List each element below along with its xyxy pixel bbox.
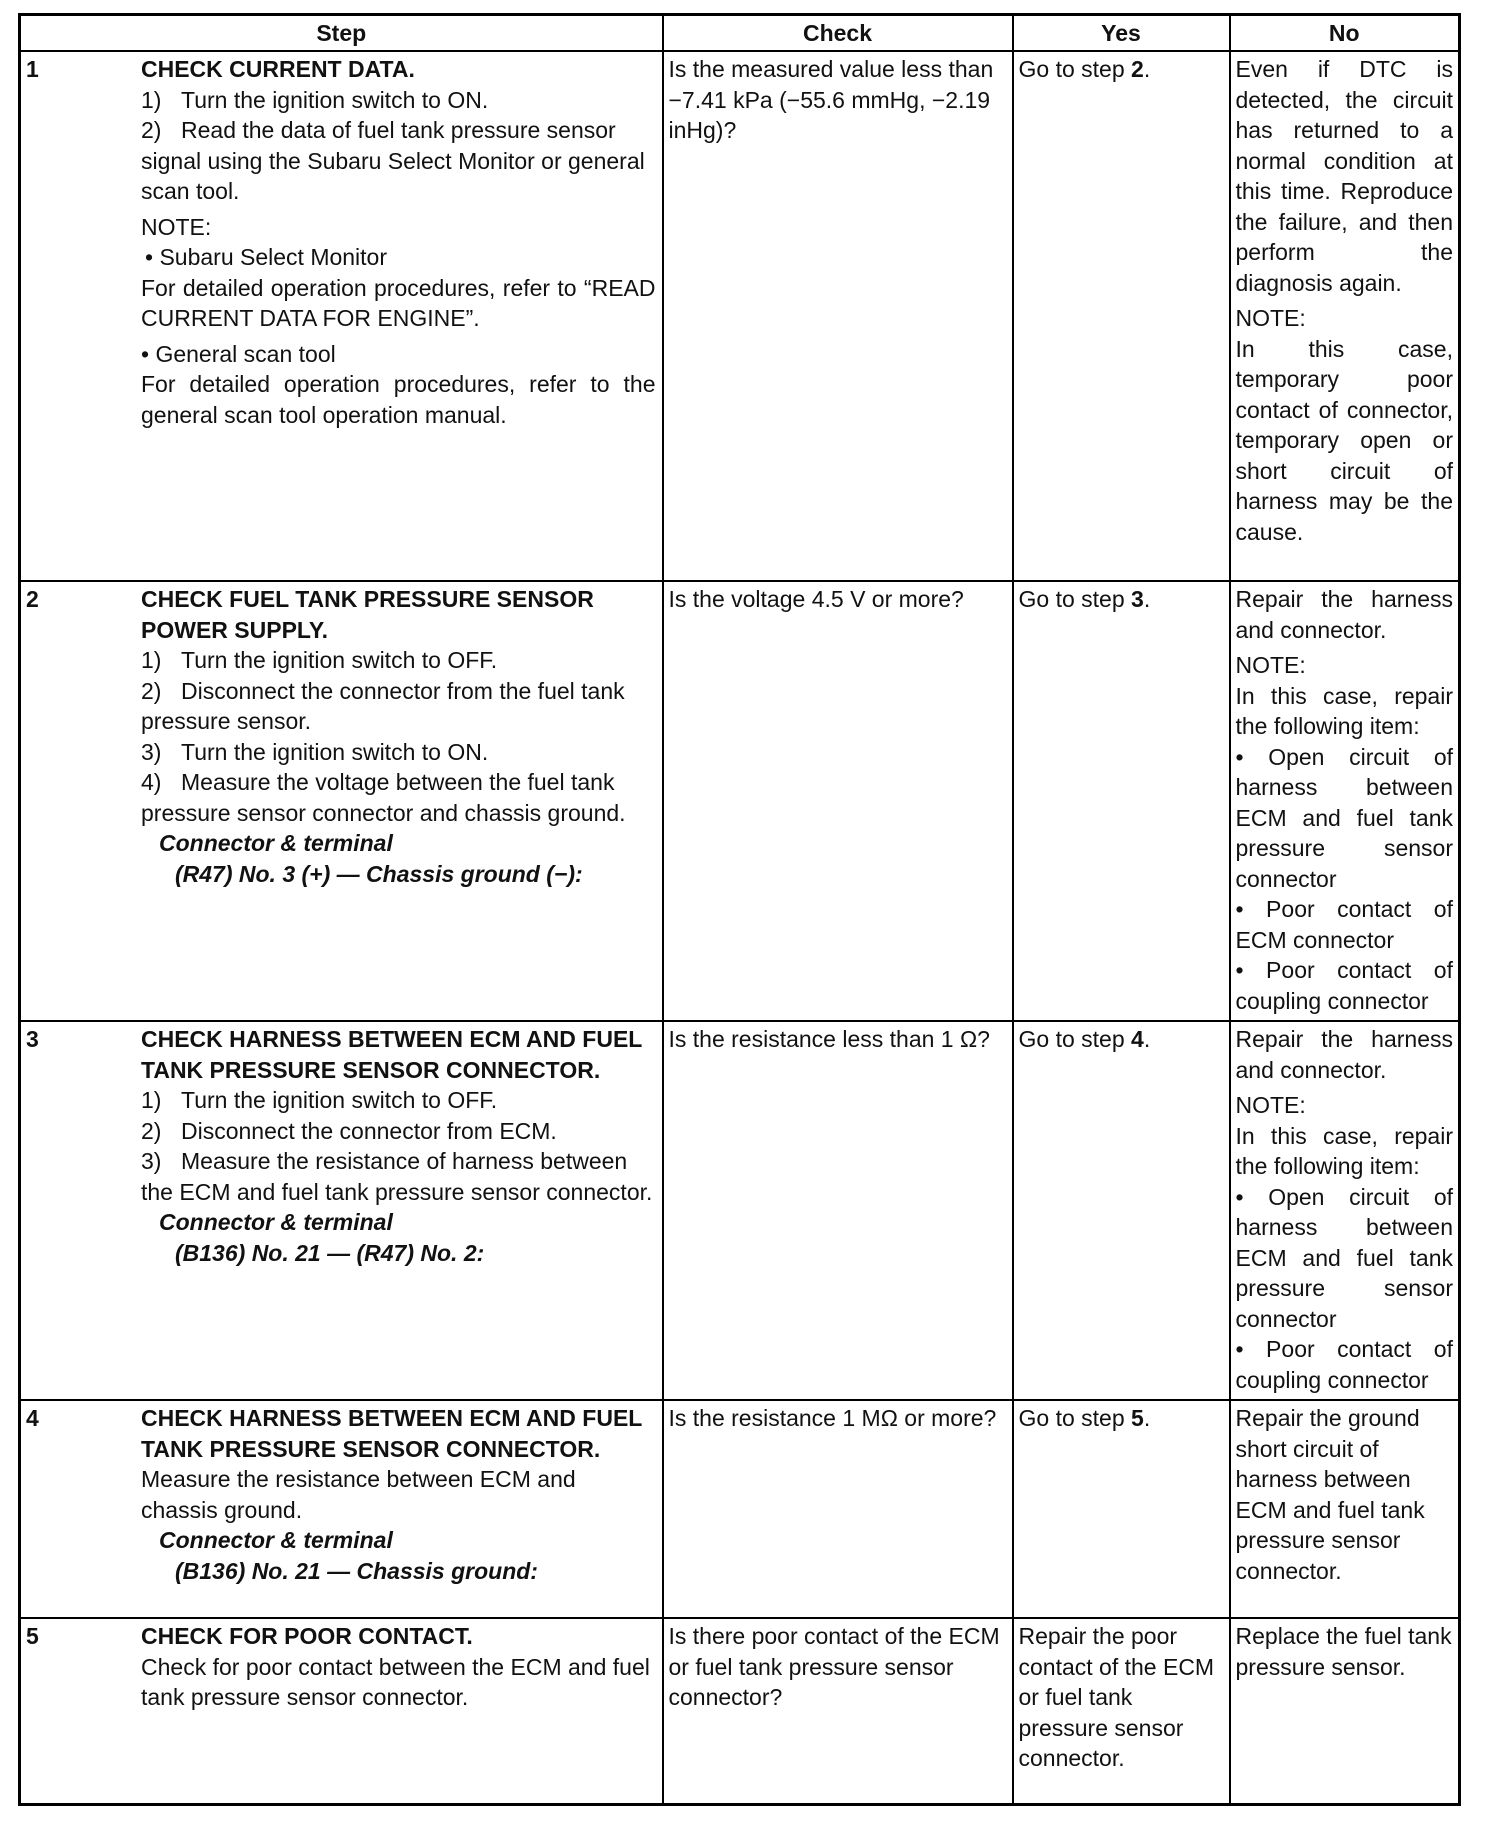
diagnostic-procedure-table: [18, 13, 1461, 1806]
no-cell: [1230, 1021, 1460, 1400]
step-text: Measure the resistance between ECM and chassis ground.: [141, 1466, 576, 1523]
table-row: [20, 1021, 1460, 1400]
step-number: 2: [26, 586, 39, 612]
note-text: For detailed operation procedures, refer to “READ CURRENT DATA FOR ENGINE”.: [141, 274, 656, 331]
connector-terminal-label: Connector & terminal: [159, 830, 393, 856]
step-cell: [20, 51, 663, 581]
step-item: 3) Measure the resistance of harness between the ECM and fuel tank pressure sensor connector.: [141, 1148, 653, 1205]
connector-terminal-value: (B136) No. 21 — (R47) No. 2:: [175, 1239, 485, 1266]
step-cell: [20, 1618, 663, 1804]
no-note-label: NOTE:: [1235, 652, 1306, 678]
no-note-text: In this case, temporary poor contact of connector, temporary open or short circuit of harness may be the cause.: [1235, 335, 1453, 545]
header-no: No: [1230, 15, 1460, 52]
step-number: 4: [26, 1405, 39, 1431]
no-note-text: In this case, repair the following item:: [1235, 682, 1453, 739]
table-row: [20, 51, 1460, 581]
step-item: 3) Turn the ignition switch to ON.: [141, 738, 489, 765]
step-cell: [20, 1021, 663, 1400]
no-bullet: • Poor contact of coupling connector: [1235, 957, 1453, 1014]
step-number: 5: [26, 1623, 39, 1649]
step-item: 2) Disconnect the connector from ECM.: [141, 1117, 557, 1144]
step-item: 4) Measure the voltage between the fuel tank pressure sensor connector and chassis ground.: [141, 769, 626, 826]
no-note-label: NOTE:: [1235, 305, 1306, 331]
note-text: For detailed operation procedures, refer to the general scan tool operation manual.: [141, 371, 656, 428]
no-note-label: NOTE:: [1235, 1092, 1306, 1118]
step-cell: [20, 581, 663, 1021]
table-row: [20, 1400, 1460, 1618]
step-text: Check for poor contact between the ECM and fuel tank pressure sensor connector.: [141, 1653, 650, 1710]
yes-cell: Go to step 3.: [1013, 581, 1230, 1021]
yes-cell: Go to step 4.: [1013, 1021, 1230, 1400]
no-text: Even if DTC is detected, the circuit has returned to a normal condition at this time. Reproduce the failure, and then perform the diagnosis again.: [1235, 56, 1453, 296]
no-cell: [1230, 581, 1460, 1021]
note-bullet: • General scan tool: [141, 340, 336, 367]
step-title: CHECK FUEL TANK PRESSURE SENSOR POWER SUPPLY.: [141, 586, 594, 643]
header-check: Check: [663, 15, 1013, 52]
table-row: [20, 1618, 1460, 1804]
yes-cell: Go to step 2.: [1013, 51, 1230, 581]
header-yes: Yes: [1013, 15, 1230, 52]
step-item: 1) Turn the ignition switch to OFF.: [141, 1087, 498, 1113]
no-text: Repair the harness and connector.: [1235, 586, 1453, 643]
connector-terminal-label: Connector & terminal: [159, 1527, 393, 1553]
step-number: 1: [26, 56, 39, 82]
no-text: Replace the fuel tank pressure sensor.: [1235, 1623, 1452, 1680]
note-label: NOTE:: [141, 213, 212, 240]
no-cell: [1230, 1400, 1460, 1618]
step-item: 1) Turn the ignition switch to OFF.: [141, 647, 498, 673]
no-bullet: • Open circuit of harness between ECM and fuel tank pressure sensor connector: [1235, 743, 1453, 892]
no-bullet: • Poor contact of coupling connector: [1235, 1336, 1453, 1393]
no-cell: [1230, 1618, 1460, 1804]
connector-terminal-label: Connector & terminal: [159, 1209, 393, 1235]
step-item: 2) Read the data of fuel tank pressure sensor signal using the Subaru Select Monitor or general scan tool.: [141, 117, 645, 204]
check-cell: Is the voltage 4.5 V or more?: [663, 581, 1013, 1021]
no-bullet: • Poor contact of ECM connector: [1235, 896, 1453, 953]
no-note-text: In this case, repair the following item:: [1235, 1122, 1453, 1179]
step-cell: [20, 1400, 663, 1618]
step-title: CHECK CURRENT DATA.: [141, 56, 415, 82]
step-item: 2) Disconnect the connector from the fuel tank pressure sensor.: [141, 677, 625, 734]
connector-terminal-value: (R47) No. 3 (+) — Chassis ground (−):: [175, 860, 583, 887]
note-bullet: • Subaru Select Monitor: [145, 244, 388, 270]
connector-terminal-value: (B136) No. 21 — Chassis ground:: [175, 1557, 538, 1584]
check-cell: Is the resistance less than 1 Ω?: [663, 1021, 1013, 1400]
no-bullet: • Open circuit of harness between ECM and fuel tank pressure sensor connector: [1235, 1183, 1453, 1332]
check-cell: Is the measured value less than −7.41 kPa (−55.6 mmHg, −2.19 inHg)?: [663, 51, 1013, 581]
step-title: CHECK HARNESS BETWEEN ECM AND FUEL TANK PRESSURE SENSOR CONNECTOR.: [141, 1405, 642, 1462]
step-number: 3: [26, 1026, 39, 1052]
yes-cell: Repair the poor contact of the ECM or fuel tank pressure sensor connector.: [1013, 1618, 1230, 1804]
check-cell: Is the resistance 1 MΩ or more?: [663, 1400, 1013, 1618]
no-text: Repair the harness and connector.: [1235, 1026, 1453, 1083]
step-item: 1) Turn the ignition switch to ON.: [141, 86, 489, 113]
table-header-row: [20, 15, 1460, 52]
step-title: CHECK HARNESS BETWEEN ECM AND FUEL TANK PRESSURE SENSOR CONNECTOR.: [141, 1026, 642, 1083]
table-row: [20, 581, 1460, 1021]
check-cell: Is there poor contact of the ECM or fuel tank pressure sensor connector?: [663, 1618, 1013, 1804]
header-step: Step: [20, 15, 663, 52]
yes-cell: Go to step 5.: [1013, 1400, 1230, 1618]
no-text: Repair the ground short circuit of harness between ECM and fuel tank pressure sensor connector.: [1235, 1405, 1425, 1584]
step-title: CHECK FOR POOR CONTACT.: [141, 1623, 473, 1649]
no-cell: [1230, 51, 1460, 581]
